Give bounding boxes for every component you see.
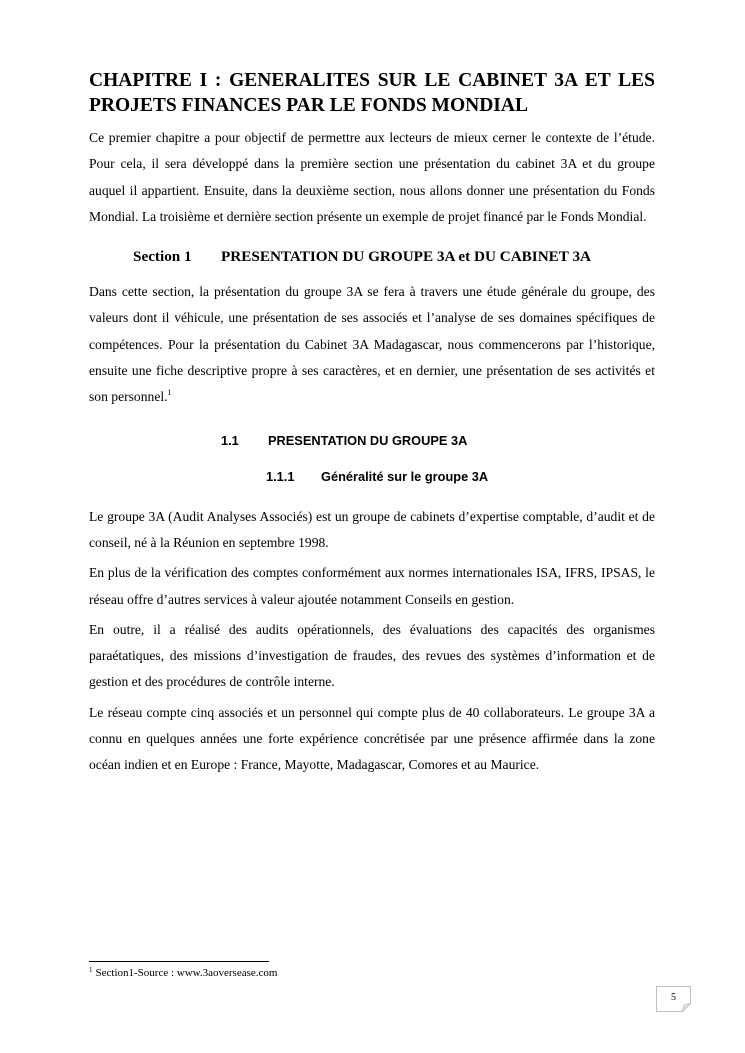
page-number: 5 bbox=[671, 992, 676, 1003]
paragraph-groupe-3a: Le groupe 3A (Audit Analyses Associés) est un groupe de cabinets d’expertise comptable, d’audit et de conseil, né à la Réunion en septembre 1998. bbox=[89, 508, 655, 550]
subsection-number: 1.1 bbox=[221, 432, 239, 448]
footnote bbox=[89, 966, 277, 980]
paragraph-verification: En plus de la vérification des comptes conformément aux normes internationales ISA, IFRS, IPSAS, le réseau offre d’autres services à valeur ajoutée notamment Conseils en gestion. bbox=[89, 565, 655, 607]
page-curl-icon bbox=[682, 1003, 691, 1012]
chapter-intro-paragraph: Ce premier chapitre a pour objectif de permettre aux lecteurs de mieux cerner le contexte de l’étude. Pour cela, il sera développé dans la première section une présentation du cabinet 3A et du groupe auquel il appartient. Ensuite, dans la deuxième section, nous allons donner une présentation du Fonds Mondial. La troisième et dernière section présente un exemple de projet financé par le Fonds Mondial. bbox=[89, 130, 655, 224]
section-number: Section 1 bbox=[133, 248, 192, 266]
footnote-reference[interactable]: 1 bbox=[167, 388, 172, 398]
footnote-marker: 1 bbox=[89, 966, 93, 974]
section-paragraph bbox=[89, 279, 655, 410]
page-number-box bbox=[656, 986, 691, 1012]
section-title-text: PRESENTATION DU GROUPE 3A et DU CABINET 3A bbox=[221, 248, 592, 266]
page-content bbox=[89, 68, 655, 783]
subsubsection-heading bbox=[89, 468, 655, 486]
subsection-title-text: PRESENTATION DU GROUPE 3A bbox=[268, 432, 468, 448]
footnote-text: Section1-Source : www.3aoversease.com bbox=[95, 967, 278, 979]
paragraph-reseau: Le réseau compte cinq associés et un personnel qui compte plus de 40 collaborateurs. Le groupe 3A a connu en quelques années une forte expérience concrétisée par une présence affirmée dans la zone océan indien et en Europe : France, Mayotte, Madagascar, Comores et au Maurice. bbox=[89, 704, 655, 773]
subsection-heading bbox=[89, 432, 655, 450]
footnote-separator bbox=[89, 961, 269, 962]
section-paragraph-text: Dans cette section, la présentation du groupe 3A se fera à travers une étude générale du groupe, des valeurs dont il véhicule, une présentation de ses associés et l’analyse de ses domaines spécifiques de compétences. Pour la présentation du Cabinet 3A Madagascar, nous commencerons par l’historique, ensuite une fiche descriptive propre à ses caractères, et en dernier, une présentation de ses activités et son personnel. bbox=[89, 284, 655, 405]
section-heading bbox=[89, 247, 655, 267]
paragraph-audits: En outre, il a réalisé des audits opérationnels, des évaluations des capacités des organismes paraétatiques, des missions d’investigation de fraudes, des revues des systèmes d’information et de gestion et des procédures de contrôle interne. bbox=[89, 621, 655, 690]
subsubsection-number: 1.1.1 bbox=[266, 468, 295, 484]
chapter-title: CHAPITRE I : GENERALITES SUR LE CABINET 3A ET LES PROJETS FINANCES PAR LE FONDS MONDIAL bbox=[89, 70, 655, 116]
subsubsection-title-text: Généralité sur le groupe 3A bbox=[321, 468, 489, 484]
